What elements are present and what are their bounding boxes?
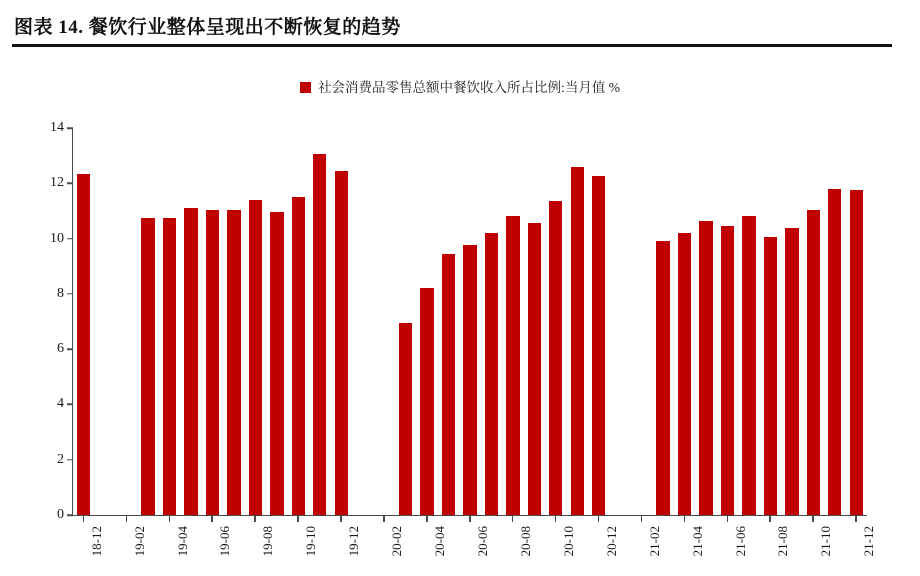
x-tick-label: 21-04 xyxy=(689,526,705,557)
x-tick-mark xyxy=(254,516,256,522)
bar xyxy=(485,233,498,515)
x-tick-mark xyxy=(855,516,857,522)
x-tick-label: 20-10 xyxy=(560,526,576,557)
y-tick-label: 14 xyxy=(50,120,64,135)
x-tick-mark xyxy=(169,516,171,522)
bar xyxy=(227,210,240,515)
x-tick-label: 21-12 xyxy=(861,526,877,557)
bar xyxy=(184,208,197,515)
x-tick-label: 18-12 xyxy=(88,526,104,557)
x-tick-label: 21-10 xyxy=(818,526,834,557)
x-tick-label: 21-06 xyxy=(732,526,748,557)
bar xyxy=(785,228,798,515)
title-divider xyxy=(12,44,892,47)
bar xyxy=(592,176,605,515)
bar xyxy=(721,226,734,515)
x-tick-label: 20-06 xyxy=(475,526,490,557)
y-tick-label: 2 xyxy=(57,451,64,467)
y-tick-label: 10 xyxy=(50,230,64,246)
x-tick-mark xyxy=(641,516,643,522)
chart-plot-area xyxy=(50,120,867,522)
bar xyxy=(249,200,262,515)
figure-title: 图表 14. 餐饮行业整体呈现出不断恢复的趋势 xyxy=(14,17,401,38)
bar xyxy=(678,233,691,515)
bar xyxy=(807,210,820,515)
y-tick-label: 0 xyxy=(57,507,64,522)
bar xyxy=(463,245,476,515)
bar xyxy=(335,171,348,515)
bar xyxy=(399,323,412,515)
bar xyxy=(292,197,305,515)
x-tick-mark xyxy=(684,516,686,522)
x-tick-mark xyxy=(555,516,557,522)
x-tick-label: 21-08 xyxy=(775,526,791,557)
x-tick-label: 20-02 xyxy=(389,526,405,557)
x-tick-mark xyxy=(126,516,128,522)
x-tick-label: 19-12 xyxy=(346,526,362,557)
bar xyxy=(163,218,176,515)
x-tick-mark xyxy=(340,516,342,522)
legend-color-swatch xyxy=(300,82,311,93)
x-tick-label: 19-02 xyxy=(131,526,147,557)
x-tick-label: 20-12 xyxy=(603,526,619,557)
bar xyxy=(742,216,755,515)
bar xyxy=(206,210,219,515)
x-tick-label: 21-02 xyxy=(646,526,662,557)
x-tick-mark xyxy=(727,516,729,522)
bar xyxy=(850,190,863,515)
x-axis xyxy=(72,516,877,576)
bar xyxy=(420,288,433,515)
bar xyxy=(506,216,519,515)
bar xyxy=(528,223,541,515)
x-tick-label: 19-04 xyxy=(174,526,190,557)
y-tick-label: 8 xyxy=(57,285,64,301)
x-tick-label: 20-08 xyxy=(517,526,533,557)
y-tick-label: 12 xyxy=(50,175,64,191)
y-tick-label: 4 xyxy=(57,396,64,412)
bar xyxy=(656,241,669,515)
x-tick-mark xyxy=(769,516,771,522)
chart-legend xyxy=(0,76,920,96)
x-tick-label: 20-04 xyxy=(432,526,448,557)
bar xyxy=(270,212,283,515)
x-tick-mark xyxy=(297,516,299,522)
x-tick-mark xyxy=(426,516,428,522)
x-tick-mark xyxy=(383,516,385,522)
x-tick-mark xyxy=(211,516,213,522)
bar xyxy=(764,237,777,515)
bar xyxy=(77,174,90,515)
bar-series xyxy=(73,128,867,515)
x-tick-mark xyxy=(469,516,471,522)
bar xyxy=(141,218,154,515)
x-tick-mark xyxy=(812,516,814,522)
legend-label: 社会消费品零售总额中餐饮收入所占比例:当月值 % xyxy=(318,80,620,95)
bar xyxy=(313,154,326,515)
x-tick-mark xyxy=(598,516,600,522)
y-tick-label: 6 xyxy=(57,341,64,357)
x-tick-label: 19-10 xyxy=(303,526,319,557)
bar xyxy=(571,167,584,515)
bar xyxy=(699,221,712,515)
bar xyxy=(549,201,562,515)
x-tick-label: 19-06 xyxy=(217,526,233,557)
x-tick-mark xyxy=(83,516,85,522)
x-tick-mark xyxy=(512,516,514,522)
x-tick-label: 19-08 xyxy=(260,526,276,557)
bar xyxy=(442,254,455,515)
bar xyxy=(828,189,841,515)
